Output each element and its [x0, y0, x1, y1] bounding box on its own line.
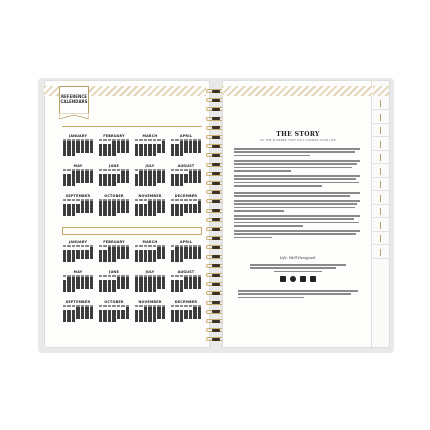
month-tab[interactable]	[373, 220, 389, 232]
mini-month	[62, 300, 94, 322]
mini-month	[62, 164, 94, 186]
mini-month	[134, 164, 166, 186]
day-grid	[170, 245, 202, 262]
month-name: JUNE	[109, 164, 119, 168]
month-tab[interactable]	[373, 139, 389, 151]
month-row	[62, 270, 202, 292]
day-grid	[62, 199, 94, 216]
story-subtitle: OF THE PLANNER THAT WILL CHANGE YOUR LIFE	[260, 139, 336, 142]
day-grid	[98, 199, 130, 216]
month-tab[interactable]	[373, 112, 389, 124]
month-tab[interactable]	[373, 152, 389, 164]
month-tab[interactable]	[373, 247, 389, 259]
mini-month	[170, 300, 202, 322]
twitter-icon	[280, 276, 286, 282]
day-grid	[170, 305, 202, 322]
story-paragraph-2	[234, 160, 360, 173]
month-name: JANUARY	[68, 134, 88, 138]
day-grid	[62, 169, 94, 186]
mini-month	[62, 194, 94, 216]
month-name: MAY	[73, 270, 83, 274]
month-name: DECEMBER	[174, 194, 198, 198]
gold-divider-box	[62, 227, 202, 235]
day-grid	[62, 305, 94, 322]
month-row	[62, 194, 202, 216]
mini-month	[62, 270, 94, 292]
day-grid	[170, 169, 202, 186]
right-page	[222, 80, 372, 348]
signup-text	[250, 264, 346, 274]
mini-month	[98, 270, 130, 292]
day-grid	[134, 275, 166, 292]
month-name: NOVEMBER	[138, 300, 162, 304]
mini-month	[134, 240, 166, 262]
day-grid	[98, 275, 130, 292]
day-grid	[170, 139, 202, 156]
story-title: THE STORY	[276, 131, 320, 138]
mini-month	[62, 134, 94, 156]
day-grid	[98, 305, 130, 322]
day-grid	[62, 245, 94, 262]
closing-paragraph	[238, 290, 358, 300]
month-row	[62, 164, 202, 186]
month-name: AUGUST	[177, 164, 195, 168]
mini-month	[62, 240, 94, 262]
mini-month	[170, 240, 202, 262]
month-name: MAY	[73, 164, 83, 168]
mini-month	[170, 270, 202, 292]
month-name: FEBRUARY	[103, 134, 125, 138]
facebook-icon	[310, 276, 316, 282]
month-name: OCTOBER	[104, 300, 124, 304]
month-name: FEBRUARY	[103, 240, 125, 244]
mini-month	[134, 270, 166, 292]
mini-month	[98, 164, 130, 186]
month-name: APRIL	[179, 240, 193, 244]
mini-month	[134, 300, 166, 322]
day-grid	[134, 245, 166, 262]
tabs-stripe	[373, 86, 389, 96]
month-name: SEPTEMBER	[65, 300, 91, 304]
month-name: DECEMBER	[174, 300, 198, 304]
pinterest-icon	[290, 276, 296, 282]
month-name: NOVEMBER	[138, 194, 162, 198]
mini-month	[134, 134, 166, 156]
reference-calendars-text: REFERENCE CALENDARS	[60, 94, 88, 104]
day-grid	[134, 169, 166, 186]
day-grid	[134, 139, 166, 156]
month-name: APRIL	[179, 134, 193, 138]
mini-month	[134, 194, 166, 216]
story-paragraph-3	[234, 175, 360, 188]
month-name: AUGUST	[177, 270, 195, 274]
month-row	[62, 134, 202, 156]
right-page-stripe	[222, 86, 372, 96]
month-name: MARCH	[142, 134, 158, 138]
story-paragraph-1	[234, 148, 360, 158]
month-row	[62, 240, 202, 262]
mini-month	[98, 240, 130, 262]
gold-divider-top	[62, 126, 202, 127]
day-grid	[98, 245, 130, 262]
month-tab[interactable]	[373, 193, 389, 205]
mini-month	[98, 134, 130, 156]
signature-text: Life. Well-Designed.	[279, 256, 317, 260]
month-name: MARCH	[142, 240, 158, 244]
month-tab[interactable]	[373, 166, 389, 178]
mini-month	[170, 134, 202, 156]
mini-month	[98, 194, 130, 216]
mini-month	[170, 164, 202, 186]
mini-month	[170, 194, 202, 216]
month-name: SEPTEMBER	[65, 194, 91, 198]
story-paragraph-6	[234, 215, 360, 228]
story-paragraph-7	[234, 230, 360, 240]
label-tail	[59, 113, 89, 119]
month-name: JULY	[145, 270, 155, 274]
day-grid	[134, 199, 166, 216]
month-name: JANUARY	[68, 240, 88, 244]
day-grid	[98, 139, 130, 156]
day-grid	[134, 305, 166, 322]
day-grid	[170, 199, 202, 216]
month-tab[interactable]	[373, 206, 389, 218]
instagram-icon	[300, 276, 306, 282]
day-grid	[62, 139, 94, 156]
story-paragraph-5	[234, 200, 360, 213]
month-row	[62, 300, 202, 322]
month-name: JUNE	[109, 270, 119, 274]
social-icons	[280, 276, 316, 282]
month-tab[interactable]	[373, 233, 389, 245]
reference-calendars-label	[59, 86, 89, 114]
month-tab[interactable]	[373, 179, 389, 191]
month-tab[interactable]	[373, 98, 389, 110]
mini-month	[98, 300, 130, 322]
month-tab[interactable]	[373, 125, 389, 137]
day-grid	[62, 275, 94, 292]
day-grid	[98, 169, 130, 186]
month-name: JULY	[145, 164, 155, 168]
story-paragraph-4	[234, 192, 360, 199]
month-name: OCTOBER	[104, 194, 124, 198]
day-grid	[170, 275, 202, 292]
